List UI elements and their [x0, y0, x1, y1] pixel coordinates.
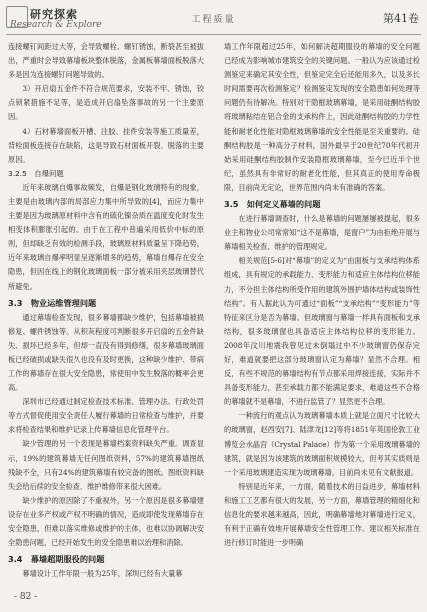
paragraph: 墙工作年限超过25年，如何解决超期服役的幕墙的安全问题已经成为影响城市建筑安全的关键问题。一般认为应该通过检测鉴定来确定其安全性，但鉴定完全后还能用多久，以及多长时间需要再次检测鉴定？检测鉴定发现的安全隐患如何处理等问题仍有待解决。特别对于隐框玻璃幕墙，是采用硅酮结构胶将玻璃粘结在铝合金的支承构件上，因此硅酮结构胶的力学性能和耐老化性能对隐框玻璃幕墙的安全性能是至关重要的。硅酮结构胶是一种高分子材料，国外最早于20世纪70年代初开始采用硅酮结构胶制作安装隐框玻璃幕墙，至今已近半个世纪，虽然具有非常好的耐老化性能，但其真正的使用寿命极限，目前尚无定论，世界范围内尚未有准确的答案。 — [224, 42, 420, 192]
journal-title: 研究探索 — [30, 8, 78, 21]
header-divider — [6, 34, 421, 35]
paragraph: 缺少维护的原因除了不重视外，另一个原因是很多幕墙建设存在业多产权或产权不明确的情况，造成即使发现幕墙存在安全隐患，但难以落实维修或维护的主体，也难以协调解决安全隐患问题，已经开始发生的安全隐患难以治理和消除。 — [8, 495, 204, 548]
paragraph: 4）石材幕墙面板开槽、注胶、挂件安装等施工质量差，背栓面板连接存在缺陷，这是导致石材面板开裂、脱落的主要原因。 — [8, 126, 204, 164]
paragraph: 特别是近年来，一方面，随着技术的日益进步，幕墙材料和施工工艺都有很大的发展，另一方面，幕墙管理的精细化和信息化的要求越来越高，因此，明确幕墙地对幕墙进行定义，有利于正确有效地开展幕墙安全性管理工作。建议相关标准在进行修订时能进一步明确 — [224, 481, 420, 548]
journal-subtitle: Research & Explore — [10, 20, 102, 30]
paragraph: 近年来玻璃自爆事故频发，自爆是钢化玻璃特有的现象，主要是由玻璃内部的局部应力集中所导致的[4]，而应力集中主要是因为玻璃原材料中含有的硫化镍杂质在温度变化时发生相变体积膨胀引起的。由于在工程中普遍采用低价中标的原则，但却缺乏有效的检测手段，玻璃原材料质量呈下降趋势，近年来玻璃自爆率明显呈逐渐增多的趋势，幕墙自爆存在安全隐患，但因在线上的钢化玻璃面板一部分被采用夹层玻璃替代所避免。 — [8, 182, 204, 291]
paragraph: 幕墙设计工作年限一般为25年，深圳已经有大量幕 — [22, 569, 183, 579]
paragraph: 通过幕墙检查发现，很多幕墙都缺少维护，包括幕墙被损修复、螺件锈蚀等。从积灰程度可判断很多开启扇的五金件缺失、损坏已经多年，但却一直没有得到修缮，很多幕墙玻璃面板已经破损或缺失很久也没有及时更换，这种缺少维护、带病工作的幕墙存在很大安全隐患，常使用中发生脱落的概率会更高。 — [8, 312, 204, 393]
paragraph: 在进行幕墙调查时，什么是幕墙的问题屡屡被提起，很多业主和物业公司常常知“这不是幕墙，是窗户”为由拒绝开展与幕墙相关检查、维护的管理规定。 — [224, 214, 420, 252]
page-number: - 82 - — [14, 592, 38, 602]
paragraph: 缺少管理的另一个表现是幕墙档案资料缺失严重。调查显示，19%的建筑幕墙无任何图纸资料，57%的建筑幕墙图纸残缺不全，只有24%的建筑幕墙有较完备的图纸。图纸资料缺失会给后续的安全检查、维护维修带来很大困难。 — [8, 439, 204, 491]
volume-label: 第41卷 — [383, 12, 419, 25]
paragraph: 深圳市已经通过制定检查技术标准、管理办法、行政处罚等方式督促使用安全责任人履行幕墙的日常检查与维护，并要求将检查结果和维护记录上传幕墙信息化管理平台。 — [8, 397, 204, 435]
left-column — [8, 40, 204, 581]
section-heading: 3.4 幕墙超期服役的问题 — [8, 554, 105, 565]
paragraph: 相关规范[5-6]对“幕墙”的定义为“由面板与支承结构体系组成，具有规定的承载能力、变形能力和适应主体结构位移能力，不分担主体结构所受作用的建筑外围护墙体结构或装饰性结构”。有人据此认为可通过“面板”“支承结构”“变形能力”等特征来区分是否为幕墙。但玻璃窗与幕墙一样具有面板和支承结构，很多玻璃窗也具备适应主体结构位移的变形能力。2008年汶川地震我曾见过未倒塌过中不少玻璃窗仍保存完好，难道就要把这部分玻璃窗认定为幕墙？显然不合理。相反，有些不规范的幕墙结构有节点都采用焊接连接，实际并不具备变形能力，甚至承载力都不能满足要求，难道这些不合格的幕墙就不是幕墙，不进行监管了？显然更不合理。 — [224, 256, 420, 407]
page-header — [0, 0, 427, 40]
right-column — [224, 40, 420, 550]
section-title: 工程质量 — [191, 15, 236, 25]
paragraph: 3）开启扇五金件不符合规范要求，安装不牢、锈蚀，铰点锁紧措施不足等，是造成开启扇坠落事故的另一个主要原因。 — [8, 84, 204, 122]
paragraph: 一种流行的观点认为玻璃幕墙本质上就是立面尺寸比较大的玻璃窗，赵西安[7]、陆津龙[12]等将1851年英国伦敦工业博览会水晶宫（Crystal Palace）作为第一个采用玻璃幕墙的建筑，就是因为该建筑的玻璃面积规模较大，但考其实质则是一个采用玻璃建造实现为玻璃幕墙，目前尚未见有文献报道。 — [224, 411, 420, 477]
section-heading: 3.3 物业运维管理问题 — [8, 297, 97, 308]
subsection-heading: 3.2.5 自爆问题 — [8, 168, 64, 178]
paragraph: 连接螺钉间距过大等，会导致螺栓、螺钉锈蚀、断裂甚至被拔出，严重时会导致幕墙板块整体脱落，金属板幕墙面板脱落大多是因为连接螺钉问题导致的。 — [8, 42, 204, 80]
section-heading: 3.5 如何定义幕墙的问题 — [224, 199, 321, 210]
